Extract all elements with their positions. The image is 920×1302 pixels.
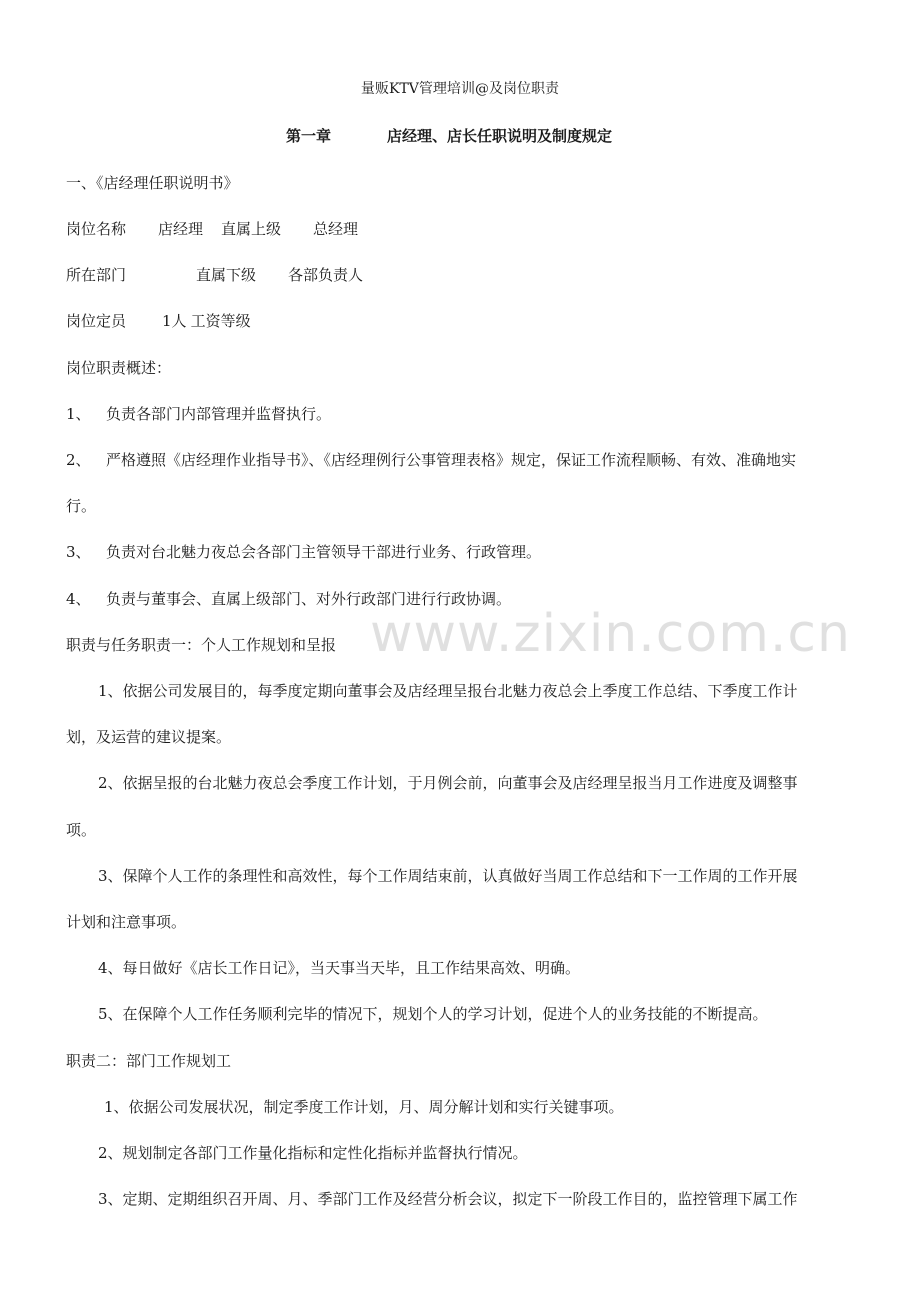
watermark: www.zixin.com.cn (370, 604, 851, 664)
duty-one-item: 1、依据公司发展目的，每季度定期向董事会及店经理呈报台北魅力夜总会上季度工作总结、下季度工作计 (98, 682, 798, 700)
duty-one-item-continuation: 计划和注意事项。 (66, 913, 187, 931)
overview-item (66, 404, 856, 424)
subordinate-label: 直属下级 (196, 266, 257, 284)
headcount-value: 1人 (162, 312, 187, 330)
document-title: 量贩KTV管理培训@及岗位职责 (360, 81, 560, 97)
section-heading: 一、《店经理任职说明书》 (66, 174, 239, 192)
duty-one-item-continuation: 划，及运营的建议提案。 (66, 728, 232, 746)
duty-one-item-continuation: 项。 (66, 821, 97, 839)
duty-one-item: 4、每日做好《店长工作日记》，当天事当天毕，且工作结果高效、明确。 (98, 959, 581, 977)
superior-value: 总经理 (313, 220, 359, 238)
headcount-label: 岗位定员 (66, 312, 127, 330)
chapter-subtitle: 店经理、店长任职说明及制度规定 (387, 127, 613, 145)
position-label: 岗位名称 (66, 220, 127, 238)
field-row-position (66, 219, 856, 239)
overview-item-continuation: 行。 (66, 497, 97, 515)
duty-two-item: 3、定期、定期组织召开周、月、季部门工作及经营分析会议，拟定下一阶段工作目的，监控管理下属工作 (98, 1190, 798, 1208)
duty-two-heading: 职责二：部门工作规划工 (66, 1052, 232, 1070)
overview-item-number: 2、 (66, 451, 91, 469)
field-row-headcount (66, 311, 856, 331)
department-label: 所在部门 (66, 266, 127, 284)
duty-two-item: 1、依据公司发展状况，制定季度工作计划，月、周分解计划和实行关键事项。 (104, 1098, 624, 1116)
salary-label: 工资等级 (190, 312, 251, 330)
subordinate-value: 各部负责人 (288, 266, 364, 284)
field-row-department (66, 265, 856, 285)
duty-one-item: 5、在保障个人工作任务顺利完毕的情况下，规划个人的学习计划，促进个人的业务技能的不断提高。 (98, 1005, 768, 1023)
chapter-number: 第一章 (286, 127, 332, 145)
overview-item (66, 542, 856, 562)
overview-item-text: 负责与董事会、直属上级部门、对外行政部门进行行政协调。 (106, 590, 512, 608)
duty-one-heading: 职责与任务职责一：个人工作规划和呈报 (66, 636, 337, 654)
overview-item (66, 450, 856, 470)
overview-heading: 岗位职责概述： (66, 359, 172, 377)
overview-item-number: 3、 (66, 543, 91, 561)
duty-two-item: 2、规划制定各部门工作量化指标和定性化指标并监督执行情况。 (98, 1144, 528, 1162)
overview-item-number: 4、 (66, 590, 91, 608)
chapter-heading (286, 126, 846, 146)
duty-one-item: 3、保障个人工作的条理性和高效性，每个工作周结束前，认真做好当周工作总结和下一工作周的工作开展 (98, 867, 798, 885)
overview-item-text: 负责各部门内部管理并监督执行。 (106, 405, 332, 423)
overview-item-text: 负责对台北魅力夜总会各部门主管领导干部进行业务、行政管理。 (106, 543, 542, 561)
duty-one-item: 2、依据呈报的台北魅力夜总会季度工作计划，于月例会前，向董事会及店经理呈报当月工作进度及调整事 (98, 774, 798, 792)
overview-item-number: 1、 (66, 405, 91, 423)
overview-item-text: 严格遵照《店经理作业指导书》、《店经理例行公事管理表格》规定，保证工作流程顺畅、有效、准确地实 (106, 451, 797, 469)
superior-label: 直属上级 (221, 220, 282, 238)
position-value: 店经理 (158, 220, 204, 238)
